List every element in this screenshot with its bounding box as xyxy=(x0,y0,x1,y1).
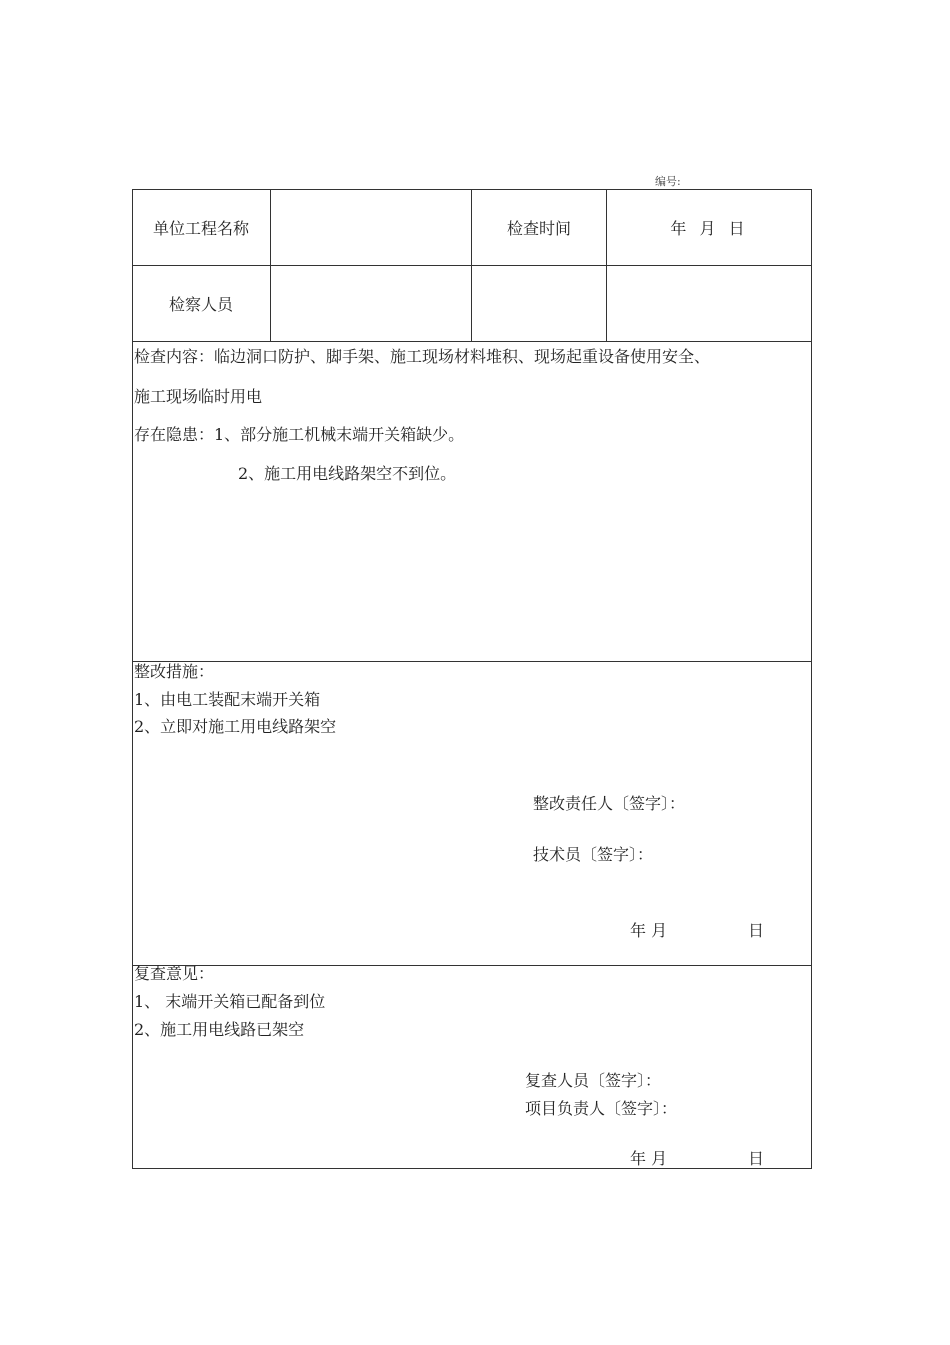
inspection-date-field[interactable]: 年 月 日 xyxy=(670,218,749,238)
rectification-date-day: 日 xyxy=(748,921,765,940)
inspector-label: 检察人员 xyxy=(168,294,233,314)
review-title: 复查意见： xyxy=(134,964,215,983)
review-date-day: 日 xyxy=(748,1149,765,1168)
rectification-item-2: 2、立即对施工用电线路架空 xyxy=(134,717,337,736)
row-divider-2 xyxy=(132,341,812,342)
inspector-extra-field-1[interactable] xyxy=(472,265,606,341)
inspection-content-line-1: 检查内容：临边洞口防护、脚手架、施工现场材料堆积、现场起重设备使用安全、 xyxy=(134,347,711,366)
rectification-item-1: 1、由电工装配末端开关箱 xyxy=(134,690,321,709)
review-item-2: 2、施工用电线路已架空 xyxy=(134,1020,305,1039)
unit-project-name-field[interactable] xyxy=(271,189,471,265)
serial-number-label: 编号: xyxy=(655,175,681,188)
inspector-field[interactable] xyxy=(271,265,471,341)
inspection-time-label: 检查时间 xyxy=(506,218,571,238)
review-item-1: 1、 末端开关箱已配备到位 xyxy=(134,992,326,1011)
inspection-content-line-2: 施工现场临时用电 xyxy=(134,387,263,406)
inspector-extra-field-2[interactable] xyxy=(607,265,812,341)
technician-signature: 技术员〔签字〕： xyxy=(533,845,654,864)
rectification-responsible-signature: 整改责任人〔签字〕： xyxy=(533,794,686,813)
rectification-date-year-month: 年 月 xyxy=(630,921,668,940)
section-divider-review xyxy=(132,965,812,966)
hazard-line-1: 存在隐患：1、部分施工机械末端开关箱缺少。 xyxy=(134,425,465,444)
review-date-year-month: 年 月 xyxy=(630,1149,668,1168)
section-divider-rectification xyxy=(132,661,812,662)
hazard-line-2: 2、施工用电线路架空不到位。 xyxy=(238,464,457,483)
reviewer-signature: 复查人员〔签字〕： xyxy=(525,1071,662,1090)
unit-project-name-label: 单位工程名称 xyxy=(152,218,249,238)
rectification-title: 整改措施： xyxy=(134,662,215,681)
project-manager-signature: 项目负责人〔签字〕： xyxy=(525,1099,678,1118)
